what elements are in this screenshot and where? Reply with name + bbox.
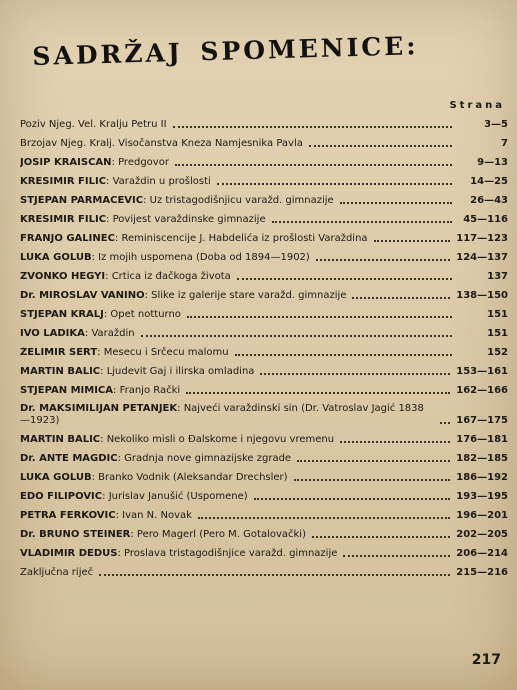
toc-separator: :	[115, 510, 123, 521]
toc-dot-leader	[99, 566, 450, 576]
toc-page-range: 186—192	[456, 472, 508, 483]
toc-entry	[20, 566, 508, 579]
toc-page-range: 26—43	[470, 195, 508, 206]
toc-entry-text	[20, 366, 254, 378]
toc-author: STJEPAN PARMAČEVIĆ	[20, 195, 144, 206]
toc-entry	[20, 308, 508, 321]
toc-entry	[20, 118, 508, 131]
toc-dot-leader	[312, 528, 450, 538]
toc-entry-text	[20, 385, 180, 397]
toc-page-range: 117—123	[456, 233, 508, 244]
toc-author: ZVONKO HEGYI	[20, 271, 106, 282]
page-number: 217	[471, 652, 501, 668]
toc-entry	[20, 232, 508, 245]
toc-title: Brzojav Njeg. Kralj. Visočanstva Kneza Namjesnika Pavla	[20, 138, 303, 149]
toc-entry	[20, 433, 508, 446]
toc-separator: :	[106, 176, 113, 187]
toc-entry	[20, 365, 508, 378]
toc-author: Dr. MIROSLAV VANINO	[20, 290, 145, 301]
toc-entry	[20, 452, 508, 465]
toc-entry-text	[20, 119, 167, 131]
toc-entry-text	[20, 309, 181, 321]
toc-page-range: 151	[487, 328, 508, 339]
toc-page-range: 167—175	[456, 415, 508, 426]
toc-page-range: 3—5	[484, 119, 508, 130]
toc-entry	[20, 490, 508, 503]
toc-title: Iz mojih uspomena (Doba od 1894—1902)	[98, 252, 310, 263]
toc-title: Poziv Njeg. Vel. Kralju Petru II	[20, 119, 167, 130]
toc-separator: :	[105, 271, 112, 282]
toc-dot-leader	[260, 365, 450, 375]
toc-title: Uz tristagodišnjicu varažd. gimnazije	[149, 195, 334, 206]
toc-title: Nekoliko misli o Đalskome i njegovu vremenu	[106, 434, 335, 445]
toc-entry	[20, 403, 508, 427]
toc-entry-text	[20, 195, 334, 207]
toc-dot-leader	[173, 118, 452, 128]
toc-entry-text	[20, 491, 248, 503]
toc-separator: :	[103, 309, 111, 320]
toc-entry	[20, 251, 508, 264]
toc-entry-text	[20, 328, 135, 340]
toc-entry-text	[20, 472, 288, 484]
page-column-label: Strana	[449, 100, 505, 111]
toc-title: Jurislav Janušić (Uspomene)	[108, 491, 248, 502]
toc-author: STJEPAN MIMICA	[20, 385, 113, 396]
toc-page-range: 153—161	[456, 366, 508, 377]
toc-page-range: 14—25	[470, 176, 508, 187]
toc-author: MARTIN BALIĆ	[20, 366, 101, 377]
toc-entry-text	[20, 510, 192, 522]
toc-author: FRANJO GALINEC	[20, 233, 115, 244]
toc-dot-leader	[352, 289, 450, 299]
toc-page-range: 196—201	[456, 510, 508, 521]
toc-entry	[20, 137, 508, 150]
toc-entry	[20, 471, 508, 484]
toc-dot-leader	[254, 490, 451, 500]
toc-dot-leader	[309, 137, 452, 147]
toc-title: Najveći varaždinski sin (Dr. Vatroslav Jagić 1838—1923)	[20, 403, 424, 426]
toc-entry	[20, 547, 508, 560]
toc-separator: :	[143, 195, 150, 206]
toc-entry	[20, 346, 508, 359]
toc-entry	[20, 270, 508, 283]
toc-separator: :	[97, 347, 104, 358]
toc-separator: :	[130, 529, 137, 540]
toc-entry	[20, 213, 508, 226]
toc-separator: :	[84, 328, 92, 339]
toc-title: Povijest varaždinske gimnazije	[112, 214, 266, 225]
toc-entry	[20, 156, 508, 169]
toc-page-range: 182—185	[456, 453, 508, 464]
toc-page-range: 7	[501, 138, 508, 149]
toc-separator: :	[144, 290, 152, 301]
toc-author: MARTIN BALIĆ	[20, 434, 101, 445]
toc-entry-text	[20, 214, 266, 226]
toc-separator: :	[117, 548, 125, 559]
toc-title: Branko Vodnik (Aleksandar Drechsler)	[98, 472, 288, 483]
toc-dot-leader	[272, 213, 452, 223]
toc-title: Opet notturno	[110, 309, 181, 320]
toc-title: Mesecu i Srčecu malomu	[103, 347, 229, 358]
toc-separator: :	[100, 434, 107, 445]
toc-separator: :	[117, 453, 125, 464]
toc-page-range: 151	[487, 309, 508, 320]
toc-title: Varaždin	[91, 328, 135, 339]
toc-separator: :	[91, 252, 99, 263]
toc-title: Reminiscencije J. Habdelića iz prošlosti Varaždina	[121, 233, 368, 244]
toc-entry-text	[20, 567, 93, 579]
toc-author: LUKA GOLUB	[20, 252, 92, 263]
toc-page-range: 138—150	[456, 290, 508, 301]
toc-separator: :	[91, 472, 99, 483]
toc-author: Dr. MAKSIMILIJAN PETANJEK	[20, 403, 178, 414]
toc-separator: :	[106, 214, 113, 225]
toc-page-range: 152	[487, 347, 508, 358]
toc-page-range: 9—13	[477, 157, 508, 168]
toc-page-range: 137	[487, 271, 508, 282]
toc-dot-leader	[340, 194, 452, 204]
toc-entry-text	[20, 548, 337, 560]
toc-page-range: 162—166	[456, 385, 508, 396]
toc-dot-leader	[235, 346, 452, 356]
toc-title: Ljudevit Gaj i ilirska omladina	[106, 366, 255, 377]
toc-dot-leader	[237, 270, 452, 280]
toc-separator: :	[102, 491, 109, 502]
toc-entry-text	[20, 233, 368, 245]
toc-title: Pero Magerl (Pero M. Gotalovački)	[136, 529, 306, 540]
toc-entry-text	[20, 138, 303, 150]
toc-dot-leader	[294, 471, 451, 481]
toc-title: Proslava tristagodišnjice varažd. gimnazije	[124, 548, 338, 559]
toc-dot-leader	[217, 175, 452, 185]
toc-separator: :	[100, 366, 107, 377]
toc-dot-leader	[297, 452, 450, 462]
toc-entry	[20, 194, 508, 207]
toc-title: Crtica iz đačkoga života	[111, 271, 231, 282]
toc-entry-text	[20, 176, 211, 188]
toc-dot-leader	[141, 327, 452, 337]
toc-dot-leader	[440, 414, 450, 424]
toc-entry-text	[20, 403, 434, 427]
toc-dot-leader	[198, 509, 450, 519]
toc-page-range: 206—214	[456, 548, 508, 559]
toc-page-range: 215—216	[456, 567, 508, 578]
toc-author: EDO FILIPOVIĆ	[20, 491, 103, 502]
toc-author: STJEPAN KRALJ	[20, 309, 104, 320]
table-of-contents	[20, 118, 508, 585]
toc-title: Slike iz galerije stare varažd. gimnazije	[151, 290, 347, 301]
toc-author: JOSIP KRAIŠĆAN	[20, 157, 112, 168]
toc-page-range: 176—181	[456, 434, 508, 445]
toc-author: Dr. BRUNO STEINER	[20, 529, 131, 540]
toc-author: KREŠIMIR FILIĆ	[20, 176, 107, 187]
toc-author: KREŠIMIR FILIĆ	[20, 214, 107, 225]
toc-page-range: 124—137	[456, 252, 508, 263]
toc-entry-text	[20, 252, 310, 264]
toc-entry-text	[20, 529, 306, 541]
toc-author: PETRA FERKOVIĆ	[20, 510, 116, 521]
toc-entry-text	[20, 157, 169, 169]
toc-entry-text	[20, 347, 229, 359]
toc-entry-text	[20, 453, 291, 465]
toc-separator: :	[177, 403, 184, 414]
toc-dot-leader	[340, 433, 450, 443]
toc-entry-text	[20, 434, 334, 446]
toc-dot-leader	[374, 232, 451, 242]
toc-dot-leader	[316, 251, 450, 261]
toc-entry	[20, 327, 508, 340]
page-title: SADRŽAJ SPOMENICE:	[32, 31, 419, 71]
toc-entry	[20, 528, 508, 541]
toc-title: Zaključna riječ	[20, 567, 94, 578]
toc-author: Dr. ANTE MAGDIĆ	[20, 453, 118, 464]
toc-entry-text	[20, 290, 346, 302]
toc-separator: :	[113, 385, 120, 396]
toc-entry	[20, 509, 508, 522]
toc-author: IVO LADIKA	[20, 328, 85, 339]
toc-author: LUKA GOLUB	[20, 472, 92, 483]
toc-author: VLADIMIR DEDUŠ	[20, 548, 118, 559]
toc-page-range: 193—195	[456, 491, 508, 502]
toc-author: ŽELIMIR ŠERT	[20, 347, 98, 358]
toc-dot-leader	[186, 384, 450, 394]
toc-title: Franjo Rački	[119, 385, 181, 396]
toc-entry	[20, 384, 508, 397]
toc-dot-leader	[175, 156, 452, 166]
toc-dot-leader	[343, 547, 450, 557]
toc-entry	[20, 289, 508, 302]
toc-entry	[20, 175, 508, 188]
toc-title: Ivan N. Novak	[122, 510, 192, 521]
toc-title: Predgovor	[118, 157, 169, 168]
toc-page-range: 45—116	[463, 214, 508, 225]
toc-dot-leader	[187, 308, 452, 318]
toc-page-range: 202—205	[456, 529, 508, 540]
toc-title: Varaždin u prošlosti	[112, 176, 211, 187]
toc-separator: :	[111, 157, 119, 168]
toc-title: Gradnja nove gimnazijske zgrade	[124, 453, 292, 464]
toc-entry-text	[20, 271, 231, 283]
toc-separator: :	[114, 233, 122, 244]
